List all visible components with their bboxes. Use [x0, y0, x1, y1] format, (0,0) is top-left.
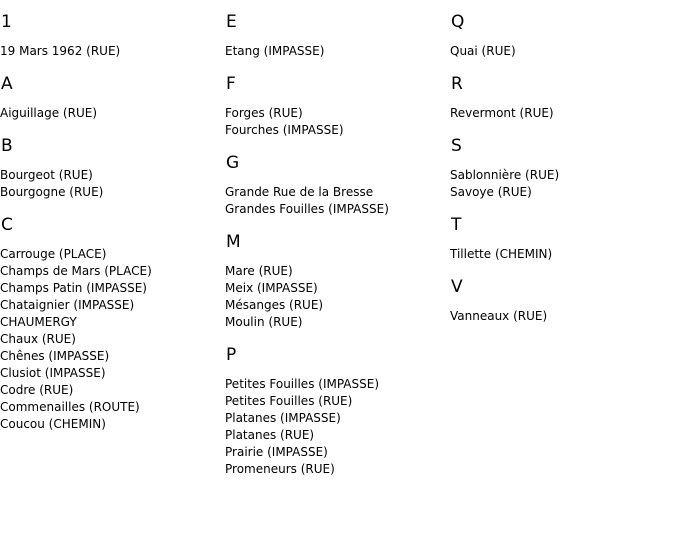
letter-heading: V: [451, 277, 463, 297]
street-list: [450, 246, 670, 263]
street-item[interactable]: Revermont (RUE): [450, 106, 554, 120]
street-list: [450, 308, 670, 325]
street-item[interactable]: Mare (RUE): [225, 264, 293, 278]
street-list: [0, 105, 220, 122]
street-list: [0, 43, 220, 60]
street-item[interactable]: Moulin (RUE): [225, 315, 303, 329]
street-item[interactable]: Mésanges (RUE): [225, 298, 324, 312]
street-list: [225, 184, 445, 218]
street-item[interactable]: Grandes Fouilles (IMPASSE): [225, 202, 389, 216]
street-item[interactable]: Champs Patin (IMPASSE): [0, 281, 147, 295]
street-item[interactable]: Coucou (CHEMIN): [0, 417, 106, 431]
street-list: [225, 43, 445, 60]
letter-group: [0, 12, 220, 60]
street-list: [0, 246, 220, 433]
letter-group: [450, 215, 670, 263]
letter-group: [0, 215, 220, 433]
street-item[interactable]: Etang (IMPASSE): [225, 44, 325, 58]
street-item[interactable]: Platanes (RUE): [225, 428, 315, 442]
street-item[interactable]: Petites Fouilles (RUE): [225, 394, 353, 408]
letter-group: [450, 74, 670, 122]
street-item[interactable]: Bourgogne (RUE): [0, 185, 104, 199]
street-item[interactable]: Clusiot (IMPASSE): [0, 366, 106, 380]
street-item[interactable]: Savoye (RUE): [450, 185, 532, 199]
street-item[interactable]: Carrouge (PLACE): [0, 247, 107, 261]
letter-heading: S: [451, 136, 462, 156]
letter-group: [450, 12, 670, 60]
street-item[interactable]: Tillette (CHEMIN): [450, 247, 553, 261]
letter-group: [225, 345, 445, 478]
street-item[interactable]: 19 Mars 1962 (RUE): [0, 44, 121, 58]
street-item[interactable]: CHAUMERGY: [0, 315, 77, 329]
street-item[interactable]: Promeneurs (RUE): [225, 462, 335, 476]
letter-heading: 1: [1, 12, 12, 32]
street-list: [450, 105, 670, 122]
street-item[interactable]: Vanneaux (RUE): [450, 309, 548, 323]
letter-group: [225, 232, 445, 331]
street-list: [450, 43, 670, 60]
letter-heading: R: [451, 74, 463, 94]
letter-heading: C: [1, 215, 13, 235]
street-item[interactable]: Fourches (IMPASSE): [225, 123, 344, 137]
street-item[interactable]: Codre (RUE): [0, 383, 74, 397]
letter-group: [225, 74, 445, 139]
letter-heading: A: [1, 74, 13, 94]
letter-heading: Q: [451, 12, 465, 32]
street-item[interactable]: Chaux (RUE): [0, 332, 76, 346]
letter-heading: F: [226, 74, 236, 94]
street-item[interactable]: Chênes (IMPASSE): [0, 349, 110, 363]
street-item[interactable]: Forges (RUE): [225, 106, 303, 120]
letter-heading: E: [226, 12, 237, 32]
letter-group: [450, 277, 670, 325]
letter-heading: G: [226, 153, 240, 173]
street-item[interactable]: Aiguillage (RUE): [0, 106, 98, 120]
street-index-column-1: [0, 12, 220, 447]
street-index-column-2: [225, 12, 445, 492]
street-list: [0, 167, 220, 201]
letter-heading: M: [226, 232, 241, 252]
street-item[interactable]: Commenailles (ROUTE): [0, 400, 140, 414]
street-item[interactable]: Platanes (IMPASSE): [225, 411, 341, 425]
street-item[interactable]: Chataignier (IMPASSE): [0, 298, 135, 312]
street-item[interactable]: Quai (RUE): [450, 44, 516, 58]
street-list: [225, 105, 445, 139]
letter-group: [225, 153, 445, 218]
letter-group: [0, 136, 220, 201]
street-item[interactable]: Meix (IMPASSE): [225, 281, 318, 295]
street-item[interactable]: Sablonnière (RUE): [450, 168, 560, 182]
street-item[interactable]: Grande Rue de la Bresse: [225, 185, 374, 199]
street-item[interactable]: Petites Fouilles (IMPASSE): [225, 377, 380, 391]
street-item[interactable]: Prairie (IMPASSE): [225, 445, 328, 459]
letter-heading: P: [226, 345, 237, 365]
letter-group: [0, 74, 220, 122]
street-list: [225, 263, 445, 331]
letter-heading: T: [451, 215, 462, 235]
street-list: [225, 376, 445, 478]
letter-group: [225, 12, 445, 60]
letter-group: [450, 136, 670, 201]
street-index-column-3: [450, 12, 670, 339]
letter-heading: B: [1, 136, 13, 156]
street-list: [450, 167, 670, 201]
street-item[interactable]: Champs de Mars (PLACE): [0, 264, 152, 278]
street-item[interactable]: Bourgeot (RUE): [0, 168, 93, 182]
